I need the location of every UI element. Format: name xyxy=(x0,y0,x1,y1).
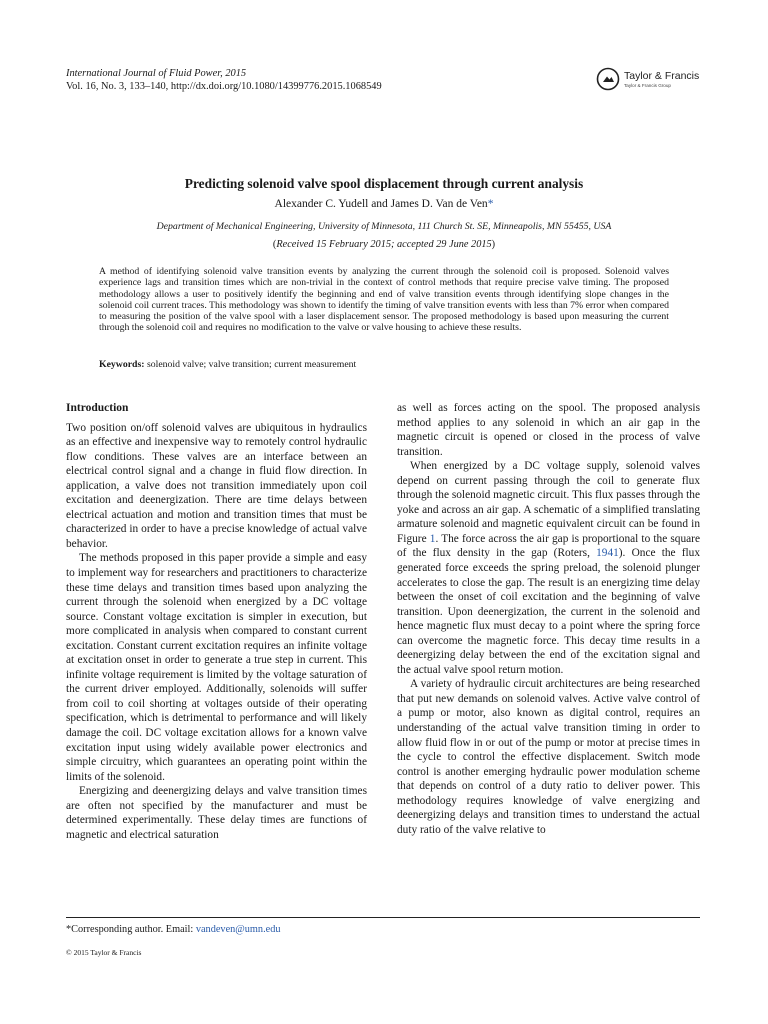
affiliation: Department of Mechanical Engineering, University of Minnesota, 111 Church St. SE, Minneapolis, MN 55455, USA xyxy=(156,221,612,232)
footnote-text: *Corresponding author. Email: xyxy=(66,924,196,935)
corresponding-author-mark[interactable]: * xyxy=(487,198,494,210)
authors: Alexander C. Yudell and James D. Van de Ven xyxy=(274,198,488,210)
paragraph: Two position on/off solenoid valves are ubiquitous in hydraulics as an effective and inexpensive way to remotely control hydraulic flow conditions. These valves are an interface between an electrical control signal and a change in fluid flow direction. In application, a valve does not transition immediately upon coil excitation and deenergization. There are time delays between electrical actuation and motion and transition times that must be characterized in order to have a precise knowledge of actual valve behavior. xyxy=(66,421,367,550)
right-column xyxy=(397,401,700,837)
keywords-label: Keywords: xyxy=(99,359,145,370)
received-dates: (Received 15 February 2015; accepted 29 June 2015) xyxy=(272,239,496,250)
paragraph: Energizing and deenergizing delays and valve transition times are often not specified by the manufacturer and must be determined experimentally. These delay times are functions of magnetic and electrical saturation xyxy=(66,785,367,841)
paragraph xyxy=(397,459,700,677)
received-text: Received 15 February 2015; accepted 29 June 2015 xyxy=(276,239,492,250)
paragraph: as well as forces acting on the spool. The proposed analysis method applies to any solenoid in which an air gap in the magnetic circuit is opened or closed in the process of valve transition. xyxy=(397,402,700,458)
paragraph-text: When energized by a DC voltage supply, solenoid valves depend on current passing through the coil to generate flux through the solenoid magnetic circuit. This flux passes through the yoke and across an air gap. A schematic of a simplified translating armature solenoid and magnetic equivalent circuit can be found in Figure xyxy=(397,460,700,545)
left-column xyxy=(66,401,367,842)
keywords-list: solenoid valve; valve transition; current measurement xyxy=(146,359,357,370)
publisher-logo[interactable] xyxy=(596,66,706,92)
publisher-name: Taylor & Francis xyxy=(624,70,700,82)
citation-link[interactable]: 1941 xyxy=(596,547,619,560)
article-title: Predicting solenoid valve spool displacement through current analysis xyxy=(184,176,584,191)
figure-link[interactable]: 1 xyxy=(429,532,436,545)
section-heading-introduction: Introduction xyxy=(66,402,129,414)
paragraph: The methods proposed in this paper provide a simple and easy to implement way for researchers and practitioners to characterize these time delays and transition times based upon analyzing the current through the solenoid when energized by a DC voltage source. Constant voltage excitation is simpler in execution, but more complicated in analysis when compared to constant current excitation. Constant current excitation requires an infinite voltage at excitation onset in order to generate a true step in current. This infinite voltage requirement is limited by the voltage saturation of the current driver employed. Additionally, solenoids will suffer from coil to coil shorting at voltages outside of their operating specification, which is detrimental to performance and will likely damage the coil. DC voltage excitation allows for a known valve excitation input using widely available power electronics and simple circuitry, which guarantees an operating point within the limits of the solenoid. xyxy=(66,552,367,783)
footnote xyxy=(66,924,281,935)
publisher-logo-icon xyxy=(596,67,620,91)
footnote-divider xyxy=(66,917,700,918)
abstract: A method of identifying solenoid valve transition events by analyzing the current through the solenoid coil is proposed. Solenoid valves experience lags and transition times which are non-trivial in the context of control methods that require precise valve timing. The proposed methodology allows a user to positively identify the beginning and end of valve transition events through identifying slope changes in the solenoid coil current traces. This methodology was shown to identify the timing of valve transition events with less than 7% error when compared to measuring the position of the valve spool with a laser displacement sensor. The proposed methodology is based upon measuring the current through the solenoid coil and requires no modification to the valve or valve housing to achieve these results. xyxy=(99,266,669,334)
keywords xyxy=(99,359,669,370)
author-line xyxy=(0,198,768,210)
corresponding-email-link[interactable]: vandeven@umn.edu xyxy=(195,924,281,935)
publisher-group: Taylor & Francis Group xyxy=(624,83,671,88)
paragraph-text: ). Once the flux generated force exceeds the spring preload, the solenoid plunger accelerates to close the gap. The result is an energizing time delay between the onset of coil excitation and the beginning of valve transition. Upon deenergization, the current in the solenoid and hence magnetic flux must decay to a point where the spring force can overcome the magnetic force. This decay time results in a deenergizing delay between the end of the excitation signal and the actual valve spool return motion. xyxy=(397,547,701,676)
volume-doi-line[interactable]: Vol. 16, No. 3, 133–140, http://dx.doi.org/10.1080/14399776.2015.1068549 xyxy=(66,81,382,92)
paragraph-text: . The force across the air gap is proportional to the square of the flux density in the gap (Roters, xyxy=(397,532,700,560)
journal-name: International Journal of Fluid Power, 2015 xyxy=(66,68,247,79)
copyright: © 2015 Taylor & Francis xyxy=(66,948,142,957)
paragraph: A variety of hydraulic circuit architectures are being researched that put new demands on solenoid valves. Active valve control of a pump or motor, also known as digital control, requires an understanding of the actual valve transition timing in order to allow fluid flow in or out of the pump or motor at precise times in the cycle to control the effective displacement. Switch mode control is another emerging hydraulic power modulation scheme that depends on control of a duty ratio to deliver power. This methodology requires knowledge of valve energizing and deenergizing delays and transition times to understand the actual duty ratio of the valve relative to xyxy=(397,678,700,836)
